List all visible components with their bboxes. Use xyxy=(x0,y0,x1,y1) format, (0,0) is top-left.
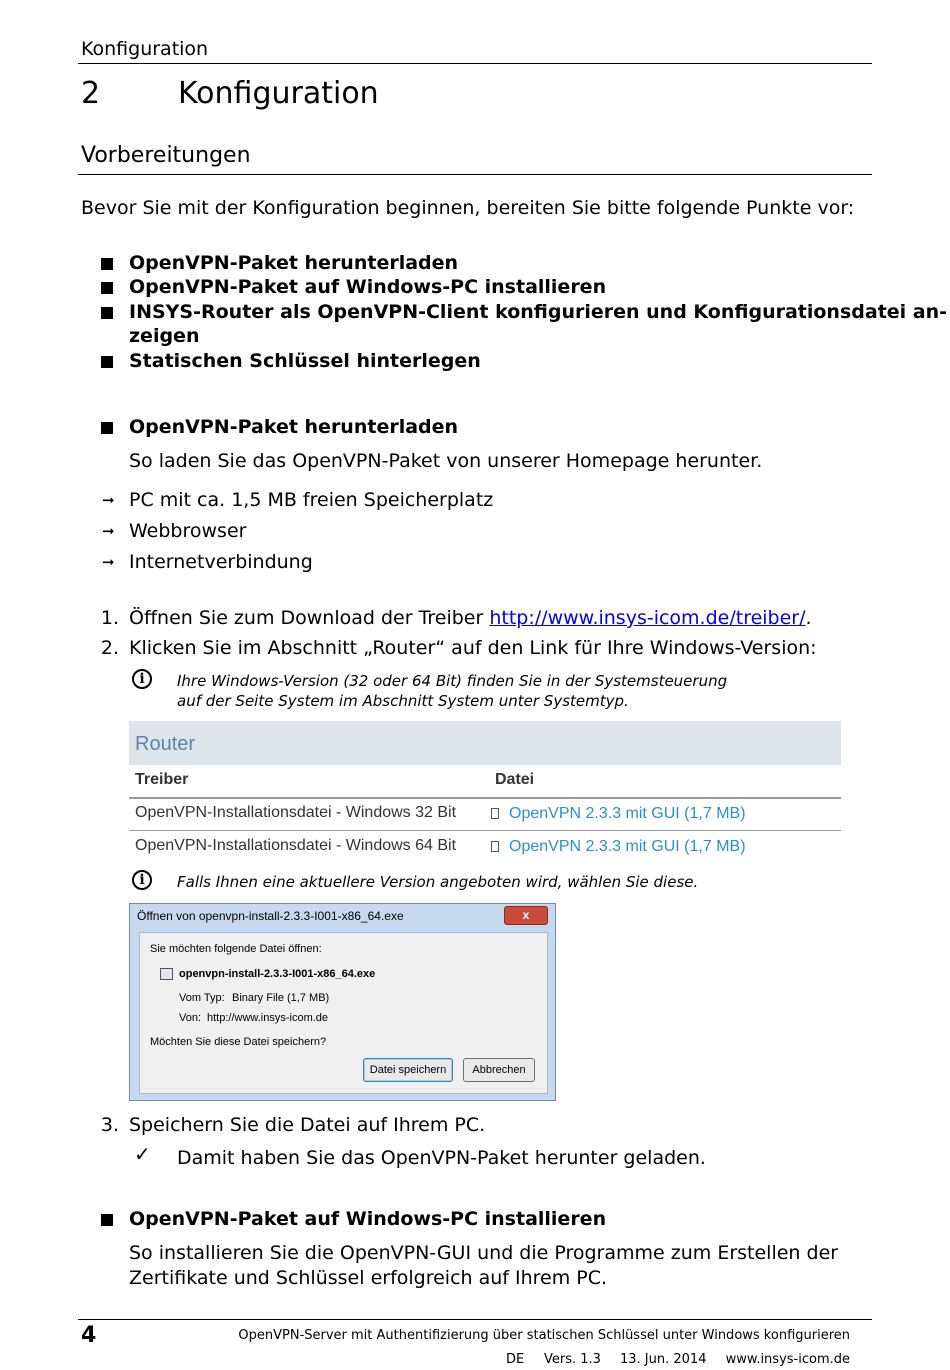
running-header: Konfiguration xyxy=(81,38,209,60)
step2-description-line: Zertifikate und Schlüssel erfolgreich auf Ihrem PC. xyxy=(129,1267,608,1289)
cancel-button[interactable]: Abbrechen xyxy=(463,1058,535,1082)
step1-description: So laden Sie das OpenVPN-Paket von unserer Homepage herunter. xyxy=(129,450,763,472)
arrow-right-icon: ➞ xyxy=(102,522,115,540)
arrow-right-icon: ➞ xyxy=(102,553,115,571)
step2-description-line: So installieren Sie die OpenVPN-GUI und die Programme zum Erstellen der xyxy=(129,1242,839,1264)
bullet-square-icon xyxy=(101,1214,113,1226)
bullet-square-icon xyxy=(101,282,113,294)
footer-language: DE xyxy=(506,1352,525,1367)
dialog-question: Möchten Sie diese Datei speichern? xyxy=(150,1036,327,1048)
checkmark-icon: ✓ xyxy=(134,1142,151,1166)
bullet-square-icon xyxy=(101,307,113,319)
download-dialog xyxy=(129,903,556,1101)
column-header-treiber: Treiber xyxy=(135,771,189,788)
footer-doc-title: OpenVPN-Server mit Authentifizierung über statischen Schlüssel unter Windows konfigurieren xyxy=(238,1328,850,1343)
info-note-line: Ihre Windows-Version (32 oder 64 Bit) finden Sie in der Systemsteuerung xyxy=(177,672,728,690)
footer-website: www.insys-icom.de xyxy=(725,1352,850,1367)
dialog-prompt: Sie möchten folgende Datei öffnen: xyxy=(150,943,322,955)
page-number: 4 xyxy=(81,1323,97,1348)
intro-text: Bevor Sie mit der Konfiguration beginnen, bereiten Sie bitte folgende Punkte vor: xyxy=(81,197,855,219)
save-file-button[interactable]: Datei speichern xyxy=(363,1058,453,1082)
router-table-title: Router xyxy=(135,733,196,755)
chapter-title: Konfiguration xyxy=(178,76,379,111)
header-rule xyxy=(78,63,872,64)
dialog-filename: openvpn-install-2.3.3-I001-x86_64.exe xyxy=(179,968,376,980)
step-1-text xyxy=(129,607,812,629)
close-icon[interactable]: x xyxy=(504,906,548,925)
step-3-text: Speichern Sie die Datei auf Ihrem PC. xyxy=(129,1114,486,1136)
dialog-body xyxy=(139,932,548,1094)
step2-title: OpenVPN-Paket auf Windows-PC installieren xyxy=(129,1208,607,1230)
step-1-end: . xyxy=(805,607,812,629)
arrow-right-icon: ➞ xyxy=(102,491,115,509)
bullet-square-icon xyxy=(101,356,113,368)
bullet-square-icon xyxy=(101,422,113,434)
info-note-line: auf der Seite System im Abschnitt System unter Systemtyp. xyxy=(177,692,629,710)
step1-title: OpenVPN-Paket herunterladen xyxy=(129,416,459,438)
step-number: 2. xyxy=(100,637,119,659)
overview-item: OpenVPN-Paket herunterladen xyxy=(129,252,459,274)
step-number: 1. xyxy=(100,607,119,629)
dialog-type-label: Vom Typ: xyxy=(179,992,225,1004)
footer-rule xyxy=(78,1319,872,1320)
info-icon: i xyxy=(132,669,152,689)
table-divider xyxy=(129,797,841,799)
prereq-item: Webbrowser xyxy=(129,520,247,542)
dialog-type-value: Binary File (1,7 MB) xyxy=(232,992,330,1004)
footer-date: 13. Jun. 2014 xyxy=(620,1352,707,1367)
overview-item: INSYS-Router als OpenVPN-Client konfigurieren und Konfigurationsdatei an- xyxy=(129,301,948,323)
prereq-item: Internetverbindung xyxy=(129,551,313,573)
prereq-item: PC mit ca. 1,5 MB freien Speicherplatz xyxy=(129,489,494,511)
info-icon: i xyxy=(132,870,152,890)
driver-download-link[interactable]: http://www.insys-icom.de/treiber/ xyxy=(489,607,806,629)
step-1-label: Öffnen Sie zum Download der Treiber xyxy=(129,607,490,629)
dialog-from-label: Von: xyxy=(179,1012,202,1024)
table-cell-treiber: OpenVPN-Installationsdatei - Windows 32 Bit xyxy=(135,804,457,821)
overview-item-continuation: zeigen xyxy=(129,325,200,347)
result-text: Damit haben Sie das OpenVPN-Paket herunter geladen. xyxy=(177,1147,706,1169)
router-driver-table xyxy=(129,721,841,861)
table-divider xyxy=(129,830,841,831)
file-icon xyxy=(491,808,499,819)
router-table-header xyxy=(129,721,841,765)
table-cell-treiber: OpenVPN-Installationsdatei - Windows 64 Bit xyxy=(135,837,457,854)
bullet-square-icon xyxy=(101,258,113,270)
overview-item: Statischen Schlüssel hinterlegen xyxy=(129,350,481,372)
executable-file-icon xyxy=(160,968,173,980)
footer-version: Vers. 1.3 xyxy=(544,1352,601,1367)
chapter-number: 2 xyxy=(81,76,101,111)
section-rule xyxy=(78,174,872,175)
column-header-datei: Datei xyxy=(495,771,535,788)
dialog-from-value: http://www.insys-icom.de xyxy=(207,1012,329,1024)
step-2-text: Klicken Sie im Abschnitt „Router“ auf den Link für Ihre Windows-Version: xyxy=(129,637,817,659)
step-number: 3. xyxy=(100,1114,119,1136)
download-link-64bit[interactable]: OpenVPN 2.3.3 mit GUI (1,7 MB) xyxy=(509,838,746,855)
section-title: Vorbereitungen xyxy=(81,143,251,168)
file-icon xyxy=(491,841,499,852)
download-link-32bit[interactable]: OpenVPN 2.3.3 mit GUI (1,7 MB) xyxy=(509,805,746,822)
dialog-title: Öffnen von openvpn-install-2.3.3-I001-x86_64.exe xyxy=(137,909,404,923)
info-note: Falls Ihnen eine aktuellere Version angeboten wird, wählen Sie diese. xyxy=(177,873,699,891)
overview-item: OpenVPN-Paket auf Windows-PC installieren xyxy=(129,276,607,298)
